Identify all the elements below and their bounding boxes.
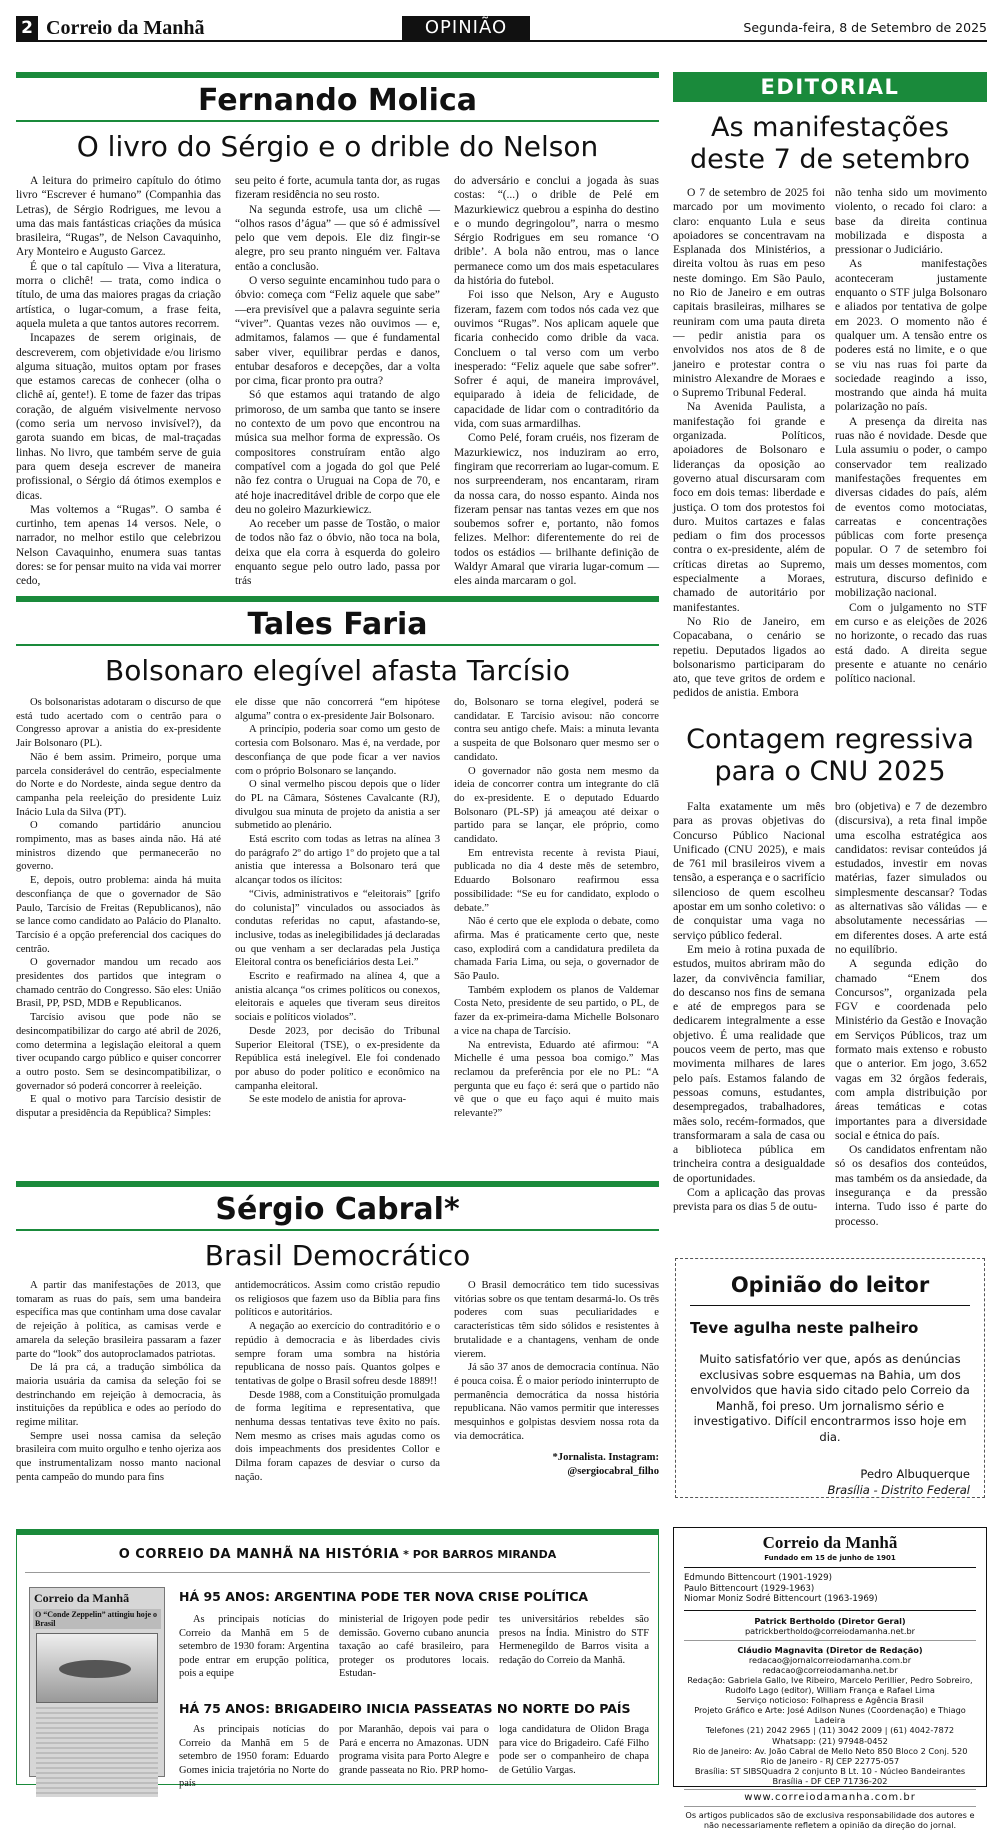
paragraph: As principais notícias do Correio da Manhã em 5 de setembro de 1950 foram: Eduardo Gomes inicia trajetória no Norte do país bbox=[179, 1723, 329, 1791]
editor-emails: redacao@jornalcorreiodamanha.com.br redacao@correiodamanha.net.br bbox=[684, 1655, 976, 1675]
paragraph: tes universitários rebeldes são presos na Índia. Ministro do STF Hermenegildo de Barros visita a redação do Correio da Manhã. bbox=[499, 1613, 649, 1667]
paragraph: Os bolsonaristas adotaram o discurso de que está tudo acertado com o centrão para o Congresso aprovar a anistia do ex-presidente Jair Bolsonaro (PL). bbox=[16, 696, 221, 751]
page-header bbox=[16, 16, 987, 42]
history-rule bbox=[25, 1572, 650, 1573]
section-label: OPINIÃO bbox=[402, 16, 530, 40]
clip-photo bbox=[36, 1633, 158, 1703]
paragraph: A segunda edição do chamado “Enem dos Concursos”, organizada pela FGV e coordenada pelo Ministério da Gestão e Inovação em Serviços Públicos, traz um formato mais extenso e robusto que o anterior. Em jogo, 3.652 vagas em 32 órgãos federais, com ampla distribuição por áreas temáticas e cotas importantes para a diversidade social e étnica do país. bbox=[835, 957, 987, 1143]
paragraph: Em meio à rotina puxada de estudos, muitos abriram mão do lazer, da convivência familiar, do descanso nos fins de semana e até de empregos para se dedicarem integralmente a esse objetivo. É uma realidade que poucos veem de perto, mas que movimenta milhares de lares pelo país. Estamos falando de pessoas comuns, estudantes, desempregados, trabalhadores, mães solo, recém-formados, que transformaram a sala de casa ou a biblioteca pública em trincheira contra a desigualdade de oportunidades. bbox=[673, 943, 825, 1186]
body-column bbox=[235, 1279, 440, 1485]
reader-name: Pedro Albuquerque bbox=[690, 1467, 970, 1481]
paragraph: Como Pelé, foram cruéis, nos fizeram de Mazurkiewicz, nos induziram ao erro, fingiram que recorreriam ao lugar-comum. E nos surpreenderam, nos encantaram, riram da nossa cara, do nosso espanto. Ainda nos fizeram pensar nas tantas vezes em que nos soubemos sofrer e, portanto, não fomos felizes. Melhor: diferentemente do rei de todos os estádios — brilhante definição de Waldyr Amaral que viraria lugar-comum — eles ainda marcaram o gol. bbox=[454, 431, 659, 588]
paragraph: por Maranhão, depois vai para o Pará e encerra no Amazonas. UDN programa visita para Porto Alegre e grande passeata no Rio. PRP homo- bbox=[339, 1723, 489, 1777]
founder: Paulo Bittencourt (1929-1963) bbox=[684, 1584, 976, 1595]
founder: Niomar Moniz Sodré Bittencourt (1963-1969) bbox=[684, 1594, 976, 1605]
cnu-editorial bbox=[673, 724, 987, 1229]
masthead-paper-name: Correio da Manhã bbox=[684, 1534, 976, 1552]
issue-date: Segunda-feira, 8 de Setembro de 2025 bbox=[743, 20, 987, 35]
masthead-rule bbox=[684, 1640, 976, 1641]
paragraph: Na Avenida Paulista, a manifestação foi grande e organizada. Políticos, apoiadores de Bolsonaro e lideranças da oposição ao governo atual discursaram com foco em dois temas: liberdade e justiça. O tom dos protestos foi duro. Muitos cartazes e falas pediam o fim dos processos contra o ex-presidente, além de críticas diretas ao Supremo, especialmente a Moraes, chamado de autoritário por manifestantes. bbox=[673, 400, 825, 614]
history-item-headline: HÁ 75 ANOS: BRIGADEIRO INICIA PASSEATAS NO NORTE DO PAÍS bbox=[179, 1701, 649, 1717]
history-item-headline: HÁ 95 ANOS: ARGENTINA PODE TER NOVA CRISE POLÍTICA bbox=[179, 1589, 649, 1605]
author-rule bbox=[16, 120, 659, 122]
phones: Telefones (21) 2042 2965 | (11) 3042 2009 | (61) 4042-7872 bbox=[684, 1725, 976, 1735]
paragraph: O verso seguinte encaminhou tudo para o óbvio: começa com “Feliz aquele que sabe” —era previsível que a palavra seguinte seria “viver”. Quantas vezes não ouvimos — e, admitamos, falamos — que é fundamental saber viver, equilibrar perdas e danos, entubar desaforos e decepções, dar a volta por cima, ficar pronto pra outra? bbox=[235, 274, 440, 388]
newsroom-staff: Redação: Gabriela Gallo, Ive Ribeiro, Marcelo Perillier, Pedro Sobreiro, Rudolfo Lago (editor), William França e Rafael Lima bbox=[684, 1675, 976, 1695]
paragraph: A leitura do primeiro capítulo do ótimo livro “Escrever é humano” (Companhia das Letras), de Sérgio Rodrigues, me levou a uma das mais fantásticas criações da música brasileira, “Rugas”, de Nelson Cavaquinho, Ary Monteiro e Augusto Garcez. bbox=[16, 174, 221, 260]
masthead-rule bbox=[684, 1806, 976, 1807]
paragraph: No Rio de Janeiro, em Copacabana, o cenário se repetiu. Deputados ligados ao bolsonarismo participaram do ato, que teve gritos de ordem e pedidos de anistia. Embora bbox=[673, 615, 825, 701]
reader-headline: Teve agulha neste palheiro bbox=[690, 1318, 970, 1338]
cnu-title: Contagem regressiva para o CNU 2025 bbox=[673, 724, 987, 788]
body-column bbox=[339, 1613, 489, 1681]
author-name: Tales Faria bbox=[16, 606, 659, 644]
paragraph: do, Bolsonaro se torna elegível, poderá se candidatar. E Tarcísio avisou: não concorre contra seu antigo chefe. Mais: a minuta levanta a suspeita de que Bolsonaro quer mesmo ser o candidato. bbox=[454, 696, 659, 765]
body-column bbox=[673, 186, 825, 701]
paragraph: Só que estamos aqui tratando de algo primoroso, de um samba que tanto se insere no contexto de um povo que encontrou na música sua melhor forma de expressão. Os compositores construíram então algo compatível com a jogada do gol que Pelé não fez contra o Uruguai na Copa de 70, e até hoje inacreditável drible de corpo que ele deu no goleiro Mazurkiewicz. bbox=[235, 388, 440, 517]
paragraph: O 7 de setembro de 2025 foi marcado por um movimento claro: enquanto Lula e seus apoiadores se concentravam na Esplanada dos Ministérios, a direita voltou às ruas em peso neste domingo. Em São Paulo, no Rio de Janeiro e em outras capitais brasileiras, milhares se reuniram com uma pauta direta — pedir anistia para os envolvidos nos atos de 8 de janeiro e protestar contra o ministro Alexandre de Moraes e o Supremo Tribunal Federal. bbox=[673, 186, 825, 400]
body-column bbox=[235, 174, 440, 589]
body-column bbox=[179, 1723, 329, 1791]
paragraph: O governador mandou um recado aos presidentes dos partidos que integram o chamado centrão do Congresso. São eles: União Brasil, PP, PSD, MDB e Republicanos. bbox=[16, 956, 221, 1011]
paragraph: Desde 1988, com a Constituição promulgada de forma legítima e representativa, que nenhuma dessas tentativas teve êxito no país. Nem mesmo as crises mais agudas como os dois impeachments dos presidentes Collor e Dilma foram capazes de desviar o curso da nação. bbox=[235, 1389, 440, 1485]
clip-headline: O “Conde Zeppelin” attingiu hoje o Brasil bbox=[33, 1609, 161, 1629]
clip-masthead: Correio da Manhã bbox=[30, 1588, 164, 1607]
archive-newspaper-clipping bbox=[29, 1587, 165, 1777]
masthead-rule bbox=[684, 1789, 976, 1790]
signature-line: *Jornalista. Instagram: bbox=[454, 1451, 659, 1465]
paragraph: O governador não gosta nem mesmo da ideia de concorrer contra um integrante do clã do ex-presidente. E o deputado Eduardo Bolsonaro (PL-SP) já ameaçou até deixar o partido para se lançar, ele próprio, como candidato. bbox=[454, 765, 659, 847]
paragraph: não tenha sido um movimento violento, o recado foi claro: a base da direita continua mobilizada e disposta a pressionar o Judiciário. bbox=[835, 186, 987, 257]
article-body bbox=[16, 1279, 659, 1485]
paragraph: Em entrevista recente à revista Piauí, publicada no dia 4 deste mês de setembro, Eduardo Bolsonaro reafirmou essa possibilidade: “Se eu for candidato, explodo o debate.” bbox=[454, 847, 659, 916]
article-body bbox=[16, 174, 659, 589]
paragraph: O sinal vermelho piscou depois que o líder do PL na Câmara, Sóstenes Cavalcante (RJ), divulgou sua minuta de projeto da anistia a ser submetido ao plenário. bbox=[235, 778, 440, 833]
founders-list bbox=[684, 1573, 976, 1605]
history-item bbox=[179, 1589, 649, 1681]
body-column bbox=[179, 1613, 329, 1681]
body-column bbox=[835, 186, 987, 701]
reader-box-rule bbox=[690, 1305, 970, 1306]
address-rj: Rio de Janeiro: Av. João Cabral de Mello Neto 850 Bloco 2 Conj. 520 bbox=[684, 1746, 976, 1756]
editorial-section bbox=[673, 72, 987, 701]
body-column bbox=[454, 696, 659, 1121]
body-column bbox=[673, 800, 825, 1229]
author-name: Sérgio Cabral* bbox=[16, 1191, 659, 1229]
paragraph: E qual o motivo para Tarcísio desistir de disputar a presidência da República? Simples: bbox=[16, 1093, 221, 1120]
paragraph: A partir das manifestações de 2013, que tomaram as ruas do país, sem uma bandeira específica mas que continham uma dose cavalar de rejeição à política, as camisas verde e amarela da seleção brasileira passaram a fazer parte do “look” dos autoproclamados patriotas. bbox=[16, 1279, 221, 1361]
history-item-body bbox=[179, 1613, 649, 1681]
paragraph: loga candidatura de Olidon Braga para vice do Brigadeiro. Café Filho pode ser o companheiro de chapa de Getúlio Vargas. bbox=[499, 1723, 649, 1777]
masthead-box bbox=[673, 1527, 987, 1787]
reader-letter-text: Muito satisfatório ver que, após as denúncias exclusivas sobre esquemas na Bahia, um dos envolvidos que havia sido citado pelo Correio da Manhã, foi preso. Um jornalismo sério e investigativo. Difícil encontrarmos isso hoje em dia. bbox=[690, 1352, 970, 1445]
body-column bbox=[499, 1723, 649, 1791]
address-bsb-cep: Brasília - DF CEP 71736-202 bbox=[684, 1776, 976, 1786]
body-column bbox=[235, 696, 440, 1121]
clip-text-lines bbox=[36, 1707, 158, 1797]
body-column bbox=[454, 1279, 659, 1485]
paragraph: É que o tal capítulo — Viva a literatura, morra o clichê! — trata, como indica o título, de uma das maiores pragas da criação artística, o lugar-comum, a frase feita, aquela muleta a que tantos autores recorrem. bbox=[16, 260, 221, 331]
history-item-body bbox=[179, 1723, 649, 1791]
paragraph: E, depois, outro problema: ainda há muita desconfiança de que o governador de São Paulo, Tarcísio de Freitas (Republicanos), não se lance como candidato ao Palácio do Planalto. Tarcísio é a opção preferencial dos caciques do centrão. bbox=[16, 874, 221, 956]
paragraph: Sempre usei nossa camisa da seleção brasileira com muito orgulho e tenho ojeriza aos que instrumentalizam nosso manto nacional penta campeão do mundo para fins bbox=[16, 1430, 221, 1485]
news-service: Serviço noticioso: Folhapress e Agência Brasil bbox=[684, 1695, 976, 1705]
paragraph: Se este modelo de anistia for aprova- bbox=[235, 1093, 440, 1107]
column-faria bbox=[16, 596, 659, 1121]
director-name: Patrick Bertholdo (Diretor Geral) bbox=[684, 1616, 976, 1626]
paragraph: antidemocráticos. Assim como cristão repudio os religiosos que fazem uso da Bíblia para fins políticos e autoritários. bbox=[235, 1279, 440, 1320]
paragraph: A negação ao exercício do contraditório e o repúdio à democracia e às liberdades civis sempre foram uma sombra na história republicana de nosso país. Quantos golpes e tentativas de golpe o Brasil sofreu desde 1889!! bbox=[235, 1320, 440, 1389]
body-column bbox=[16, 174, 221, 589]
paper-name: Correio da Manhã bbox=[46, 16, 205, 40]
editor-name: Cláudio Magnavita (Diretor de Redação) bbox=[684, 1645, 976, 1655]
article-title: O livro do Sérgio e o drible do Nelson bbox=[16, 130, 659, 164]
paragraph: “Civis, administrativos e “eleitorais” [grifo do colunista]” vinculados ou associados às condutas referidas no caput, afastando-se, inclusive, todas as inelegibilidades já declaradas ou que venham a ser declaradas pela Justiça Eleitoral contra os beneficiários desta Lei.” bbox=[235, 888, 440, 970]
column-molica bbox=[16, 72, 659, 589]
top-rule bbox=[16, 1181, 659, 1187]
paragraph: Não é certo que ele exploda o debate, como afirma. Mas é praticamente certo que, neste caso, explodirá com a candidatura predileta da chamada Faria Lima, ou seja, o governador de São Paulo. bbox=[454, 915, 659, 984]
paragraph: A princípio, poderia soar como um gesto de cortesia com Bolsonaro. Mas é, na verdade, por desconfiança de que pode ficar a ver navios com o próprio Bolsonaro se lançando. bbox=[235, 723, 440, 778]
paragraph: De lá pra cá, a tradução simbólica da maioria usuária da camisa da seleção foi se destrinchando em rejeição à democracia, às instituições da república e odes ao período do regime militar. bbox=[16, 1361, 221, 1430]
paragraph: Escrito e reafirmado na alínea 4, que a anistia alcança “os crimes políticos ou conexos, eleitorais e aqueles que tiveram seus direitos sociais e políticos violados”. bbox=[235, 970, 440, 1025]
body-column bbox=[499, 1613, 649, 1681]
paragraph: Os candidatos enfrentam não só os desafios dos conteúdos, mas também os da ansiedade, da insegurança e da pressão interna. Tudo isso é parte do processo. bbox=[835, 1143, 987, 1229]
whatsapp: Whatsapp: (21) 97948-0452 bbox=[684, 1736, 976, 1746]
masthead-rule bbox=[684, 1567, 976, 1568]
page-number: 2 bbox=[16, 16, 38, 40]
history-box bbox=[16, 1529, 659, 1785]
article-title: Brasil Democrático bbox=[16, 1239, 659, 1273]
history-item bbox=[179, 1701, 649, 1791]
masthead-staff bbox=[684, 1616, 976, 1830]
masthead-founded: Fundado em 15 de junho de 1901 bbox=[684, 1554, 976, 1562]
reader-box-title: Opinião do leitor bbox=[690, 1271, 970, 1299]
disclaimer: Os artigos publicados são de exclusiva responsabilidade dos autores e não necessariamente refletem a opinião da direção do jornal. bbox=[684, 1810, 976, 1830]
paragraph: bro (objetiva) e 7 de dezembro (discursiva), a reta final impõe uma escolha estratégica aos candidatos: revisar conteúdos já estudados, investir em novas matérias, fazer simulados ou simplesmente descansar? Todas as alternativas são válidas — e absolutamente necessárias — em diferentes doses. A arte está no equilíbrio. bbox=[835, 800, 987, 957]
paragraph: Ao receber um passe de Tostão, o maior de todos não faz o óbvio, não toca na bola, deixa que ela corra à esquerda do goleiro enquanto segue pelo outro lado, passa por trás bbox=[235, 517, 440, 588]
paragraph: Tarcísio avisou que pode não se desincompatibilizar do cargo até abril de 2026, como determina a legislação eleitoral a quem tiver ocupando cargo público e quiser concorrer a outro posto. Sem se desincompatibilizar, o governador só poderá concorrer à reeleição. bbox=[16, 1011, 221, 1093]
paragraph: Não é bem assim. Primeiro, porque uma parcela considerável do centrão, especialmente do Norte e do Nordeste, ainda segue dentro da campanha pela reeleição do presidente Luiz Inácio Lula da Silva (PT). bbox=[16, 751, 221, 820]
reader-opinion-box bbox=[675, 1258, 985, 1498]
editorial-body bbox=[673, 186, 987, 701]
director-email: patrickbertholdo@correiodamanha.net.br bbox=[684, 1626, 976, 1636]
body-column bbox=[454, 174, 659, 589]
zeppelin-icon bbox=[59, 1660, 131, 1678]
paragraph: Com o julgamento no STF em curso e as eleições de 2026 no horizonte, o recado das ruas está dado. A direita segue presente e atuante no cenário político nacional. bbox=[835, 601, 987, 687]
paragraph: As principais notícias do Correio da Manhã em 5 de setembro de 1930 foram: Argentina pode entrar em erupção política, pois a equipe bbox=[179, 1613, 329, 1681]
paragraph: As manifestações aconteceram justamente enquanto o STF julga Bolsonaro e aliados por tentativa de golpe em 2023. O momento não é qualquer um. A tensão entre os poderes está no limite, e o que se viu nas ruas foi parte da sociedade reagindo a isso, mostrando que ainda há muita polarização no país. bbox=[835, 257, 987, 414]
paragraph: Incapazes de serem originais, de descreverem, com objetividade e/ou lirismo alguma situação, muitos optam por frases que estamos carecas de conhecer (olha o clichê aí, gente!). E tome de fazer das tripas coração, de alguém visivelmente nervoso (como seria um nervoso invisível?), da garota suando em bicas, de mal-traçadas linhas. No livro, que também serve de guia para quem deseja escrever de maneira profissional, o Sérgio dá ótimos exemplos e dicas. bbox=[16, 331, 221, 503]
reader-location: Brasília - Distrito Federal bbox=[690, 1483, 970, 1497]
history-title: O CORREIO DA MANHÃ NA HISTÓRIA bbox=[119, 1547, 400, 1562]
top-rule bbox=[16, 72, 659, 78]
paragraph: ele disse que não concorrerá “em hipótese alguma” contra o ex-presidente Jair Bolsonaro. bbox=[235, 696, 440, 723]
address-rj-cep: Rio de Janeiro - RJ CEP 22775-057 bbox=[684, 1756, 976, 1766]
author-rule bbox=[16, 1229, 659, 1231]
paragraph: Falta exatamente um mês para as provas objetivas do Concurso Público Nacional Unificado (CNU 2025), e mais de 761 mil brasileiros vivem a tensão, a esperança e o sacrifício silencioso de quem escolheu apostar em um sonho coletivo: o de conquistar uma vaga no serviço público federal. bbox=[673, 800, 825, 943]
paragraph: A presença da direita nas ruas não é novidade. Desde que Lula assumiu o poder, o campo conservador tem realizado manifestações frequentes em diversas cidades do país, além de eventos como motociatas, carreatas e concentrações públicas com forte presença popular. O 7 de setembro foi mais um desses momentos, com estrutura, discurso definido e mobilização nacional. bbox=[835, 415, 987, 601]
column-cabral bbox=[16, 1181, 659, 1485]
history-byline: * POR BARROS MIRANDA bbox=[399, 1548, 556, 1561]
author-name: Fernando Molica bbox=[16, 82, 659, 120]
paragraph: Também explodem os planos de Valdemar Costa Neto, presidente de seu partido, o PL, de fazer da ex-primeira-dama Michelle Bolsonaro a vice na chapa de Tarcísio. bbox=[454, 984, 659, 1039]
paragraph: Na entrevista, Eduardo até afirmou: “A Michelle é uma pessoa boa comigo.” Mas reclamou da preferência por ele no PL: “A pergunta que eu faço é: será que o partido não vê que o que eu faço aqui é muito mais relevante?” bbox=[454, 1039, 659, 1121]
author-signature bbox=[454, 1451, 659, 1478]
body-column bbox=[16, 696, 221, 1121]
editorial-label: EDITORIAL bbox=[673, 72, 987, 102]
cnu-body bbox=[673, 800, 987, 1229]
editorial-title: As manifestações deste 7 de setembro bbox=[673, 112, 987, 176]
paragraph: Está escrito com todas as letras na alínea 3 do parágrafo 2º do artigo 1º do projeto que a tal anistia que interessa a Bolsonaro terá que alcançar todos os ilícitos: bbox=[235, 833, 440, 888]
founder: Edmundo Bittencourt (1901-1929) bbox=[684, 1573, 976, 1584]
paragraph: Foi isso que Nelson, Ary e Augusto fizeram, fazem com todos nós cada vez que ouvimos “Rugas”. Nos aplicam aquele que ficaria conhecido como drible da vaca. Concluem o tal verso com um verbo inesperado: “Feliz aquele que sabe sofrer”. Sofrer é aqui, de maneira improvável, equiparado à ideia de felicidade, de capacidade de lidar com o contraditório da vida, com suas armardilhas. bbox=[454, 288, 659, 431]
paragraph: Na segunda estrofe, usa um clichê — “olhos rasos d’água” — que só é admissível pelo que vem depois. Ele diz fingir-se alegre, pro seu pranto ninguém ver. Faltava então a conclusão. bbox=[235, 203, 440, 274]
paragraph: Desde 2023, por decisão do Tribunal Superior Eleitoral (TSE), o ex-presidente da República está inelegível. Ele foi condenado por abuso do poder político e econômico na campanha eleitoral. bbox=[235, 1025, 440, 1094]
address-bsb: Brasília: ST SIBSQuadra 2 conjunto B Lt. 10 - Núcleo Bandeirantes bbox=[684, 1766, 976, 1776]
website-link[interactable]: www.correiodamanha.com.br bbox=[684, 1793, 976, 1803]
header-rule bbox=[16, 40, 987, 42]
paragraph: O Brasil democrático tem tido sucessivas vitórias sobre os que tentam desarmá-lo. Os três poderes com suas peculiaridades e características têm sido sólidos e resistentes à brutalidade e a chantagens, venham de onde vierem. bbox=[454, 1279, 659, 1361]
paragraph: Já são 37 anos de democracia contínua. Não é pouca coisa. É o maior período ininterrupto de permanência democrática da nossa história republicana. Não vamos permitir que interesses mesquinhos e golpistas desviem nossa rota da via democrática. bbox=[454, 1361, 659, 1443]
paragraph: do adversário e conclui a jogada às suas costas: “(...) o drible de Pelé em Mazurkiewicz quebrou a espinha do destino e o mundo degringolou”, narra o mesmo Sérgio Rodrigues em seu romance ‘O drible’. A bola não entrou, mas o lance permanece como um dos mais espetaculares da história do futebol. bbox=[454, 174, 659, 288]
paragraph: Mas voltemos a “Rugas”. O samba é curtinho, tem apenas 14 versos. Nele, o narrador, no melhor estilo que celebrizou Nelson Cavaquinho, enumera suas tantas dores: se for pensar muito na vida vai morrer cedo, bbox=[16, 503, 221, 589]
top-rule bbox=[16, 596, 659, 602]
graphic-design: Projeto Gráfico e Arte: José Adilson Nunes (Coordenação) e Thiago Ladeira bbox=[684, 1705, 976, 1725]
body-column bbox=[339, 1723, 489, 1791]
masthead-rule bbox=[684, 1610, 976, 1611]
article-title: Bolsonaro elegível afasta Tarcísio bbox=[16, 654, 659, 688]
paragraph: seu peito é forte, acumula tanta dor, as rugas fizeram residência no seu rosto. bbox=[235, 174, 440, 203]
history-title-row bbox=[17, 1547, 658, 1562]
signature-line: @sergiocabral_filho bbox=[454, 1465, 659, 1479]
author-rule bbox=[16, 644, 659, 646]
body-column bbox=[16, 1279, 221, 1485]
paragraph: ministerial de Irigoyen pode pedir demissão. Governo cubano anuncia taxação ao café brasileiro, para proteger os produtores locais. Estudan- bbox=[339, 1613, 489, 1681]
article-body bbox=[16, 696, 659, 1121]
paragraph: Com a aplicação das provas prevista para os dias 5 de outu- bbox=[673, 1186, 825, 1215]
body-column bbox=[835, 800, 987, 1229]
paragraph: O comando partidário anunciou rompimento, mas as bases ainda não. Há até ministros dizendo que permanecerão no governo. bbox=[16, 819, 221, 874]
